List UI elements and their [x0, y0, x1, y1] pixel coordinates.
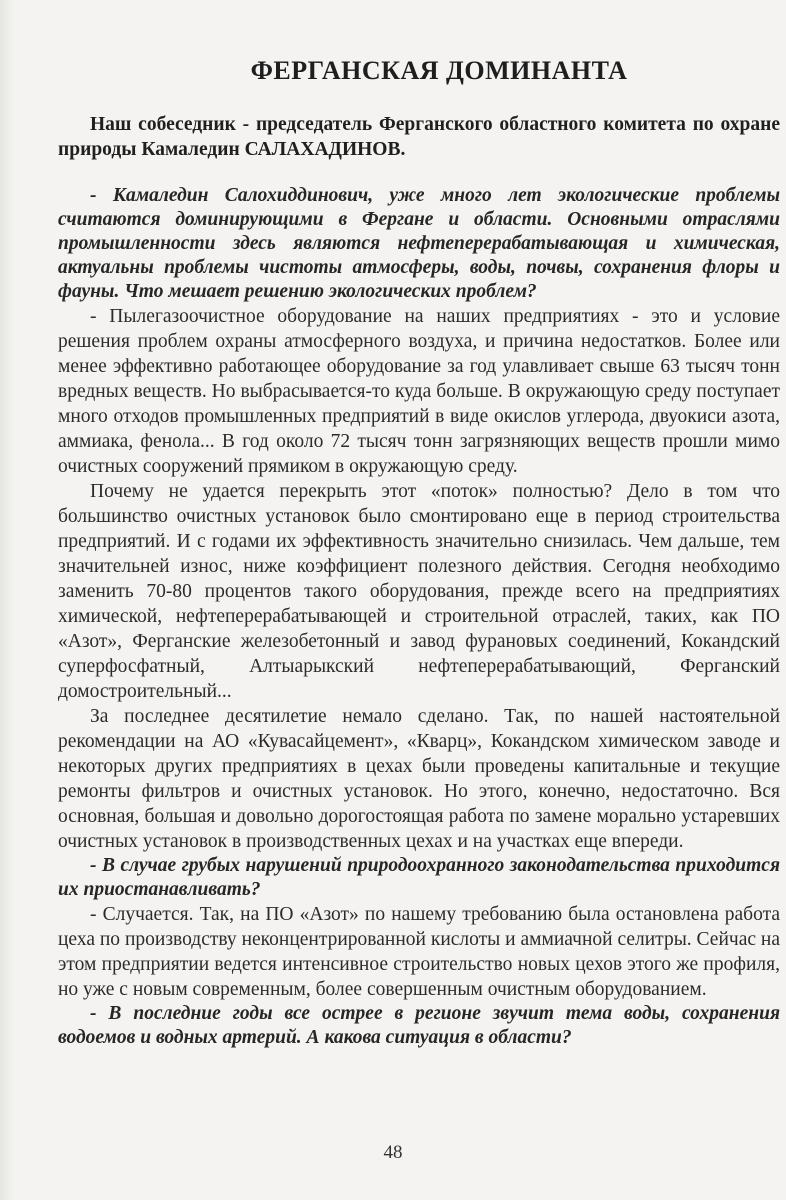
- page-edge-shadow: [0, 0, 14, 1200]
- article: [58, 56, 780, 1050]
- interview-answer-2: - Случается. Так, на ПО «Азот» по нашему требованию была остановлена работа цеха по производству неконцентрированной кислоты и аммиачной селитры. Сейчас на этом предприятии ведется интенсивное строительство новых цехов этого же профиля, но уже с новым современным, более совершенным очистным оборудованием.: [58, 904, 780, 1000]
- interview-question-3: - В последние годы все острее в регионе звучит тема воды, сохранения водоемов и водных артерий. А какова ситуация в области?: [58, 1003, 780, 1048]
- article-title: ФЕРГАНСКАЯ ДОМИНАНТА: [250, 56, 628, 85]
- interview-answer-1: - Пылегазоочистное оборудование на наших предприятиях - это и условие решения проблем охраны атмосферного воздуха, и причина недостатков. Более или менее эффективно работающее оборудование за год улавливает свыше 63 тысяч тонн вредных веществ. Но выбрасывается-то куда больше. В окружающую среду поступает много отходов промышленных предприятий в виде окислов углерода, двуокиси азота, аммиака, фенола... В год около 72 тысяч тонн загрязняющих веществ прошли мимо очистных сооружений прямиком в окружающую среду.: [58, 306, 780, 477]
- interview-question-2: - В случае грубых нарушений природоохранного законодательства приходится их приостанавливать?: [58, 855, 780, 900]
- interview-answer-1-continued: Почему не удается перекрыть этот «поток» полностью? Дело в том что большинство очистных установок было смонтировано еще в период строительства предприятий. И с годами их эффективность значительно снизилась. Чем дальше, тем значительней износ, ниже коэффициент полезного действия. Сегодня необходимо заменить 70-80 процентов такого оборудования, прежде всего на предприятиях химической, нефтеперерабатывающей и строительной отраслей, таких, как ПО «Азот», Ферганские железобетонный и завод фурановых соединений, Кокандский суперфосфатный, Алтыарыкский нефтеперерабатывающий, Ферганский домостроительный...: [58, 481, 780, 702]
- page-number: 48: [383, 1142, 403, 1163]
- interview-question-1: - Камаледин Салохиддинович, уже много лет экологические проблемы считаются доминирующими в Фергане и области. Основными отраслями промышленности здесь являются нефтеперерабатывающая и химическая, актуальны проблемы чистоты атмосферы, воды, почвы, сохранения флоры и фауны. Что мешает решению экологических проблем?: [58, 185, 780, 302]
- interview-answer-1-continued-2: За последнее десятилетие немало сделано. Так, по нашей настоятельной рекомендации на АО «Кувасайцемент», «Кварц», Кокандском химическом заводе и некоторых других предприятиях в цехах были проведены капитальные и текущие ремонты фильтров и очистных установок. Но этого, конечно, недостаточно. Вся основная, большая и довольно дорогостоящая работа по замене морально устаревших очистных установок в производственных цехах и на участках еще впереди.: [58, 706, 780, 852]
- article-intro: Наш собеседник - председатель Ферганского областного комитета по охране природы Камаледин САЛАХАДИНОВ.: [58, 114, 780, 160]
